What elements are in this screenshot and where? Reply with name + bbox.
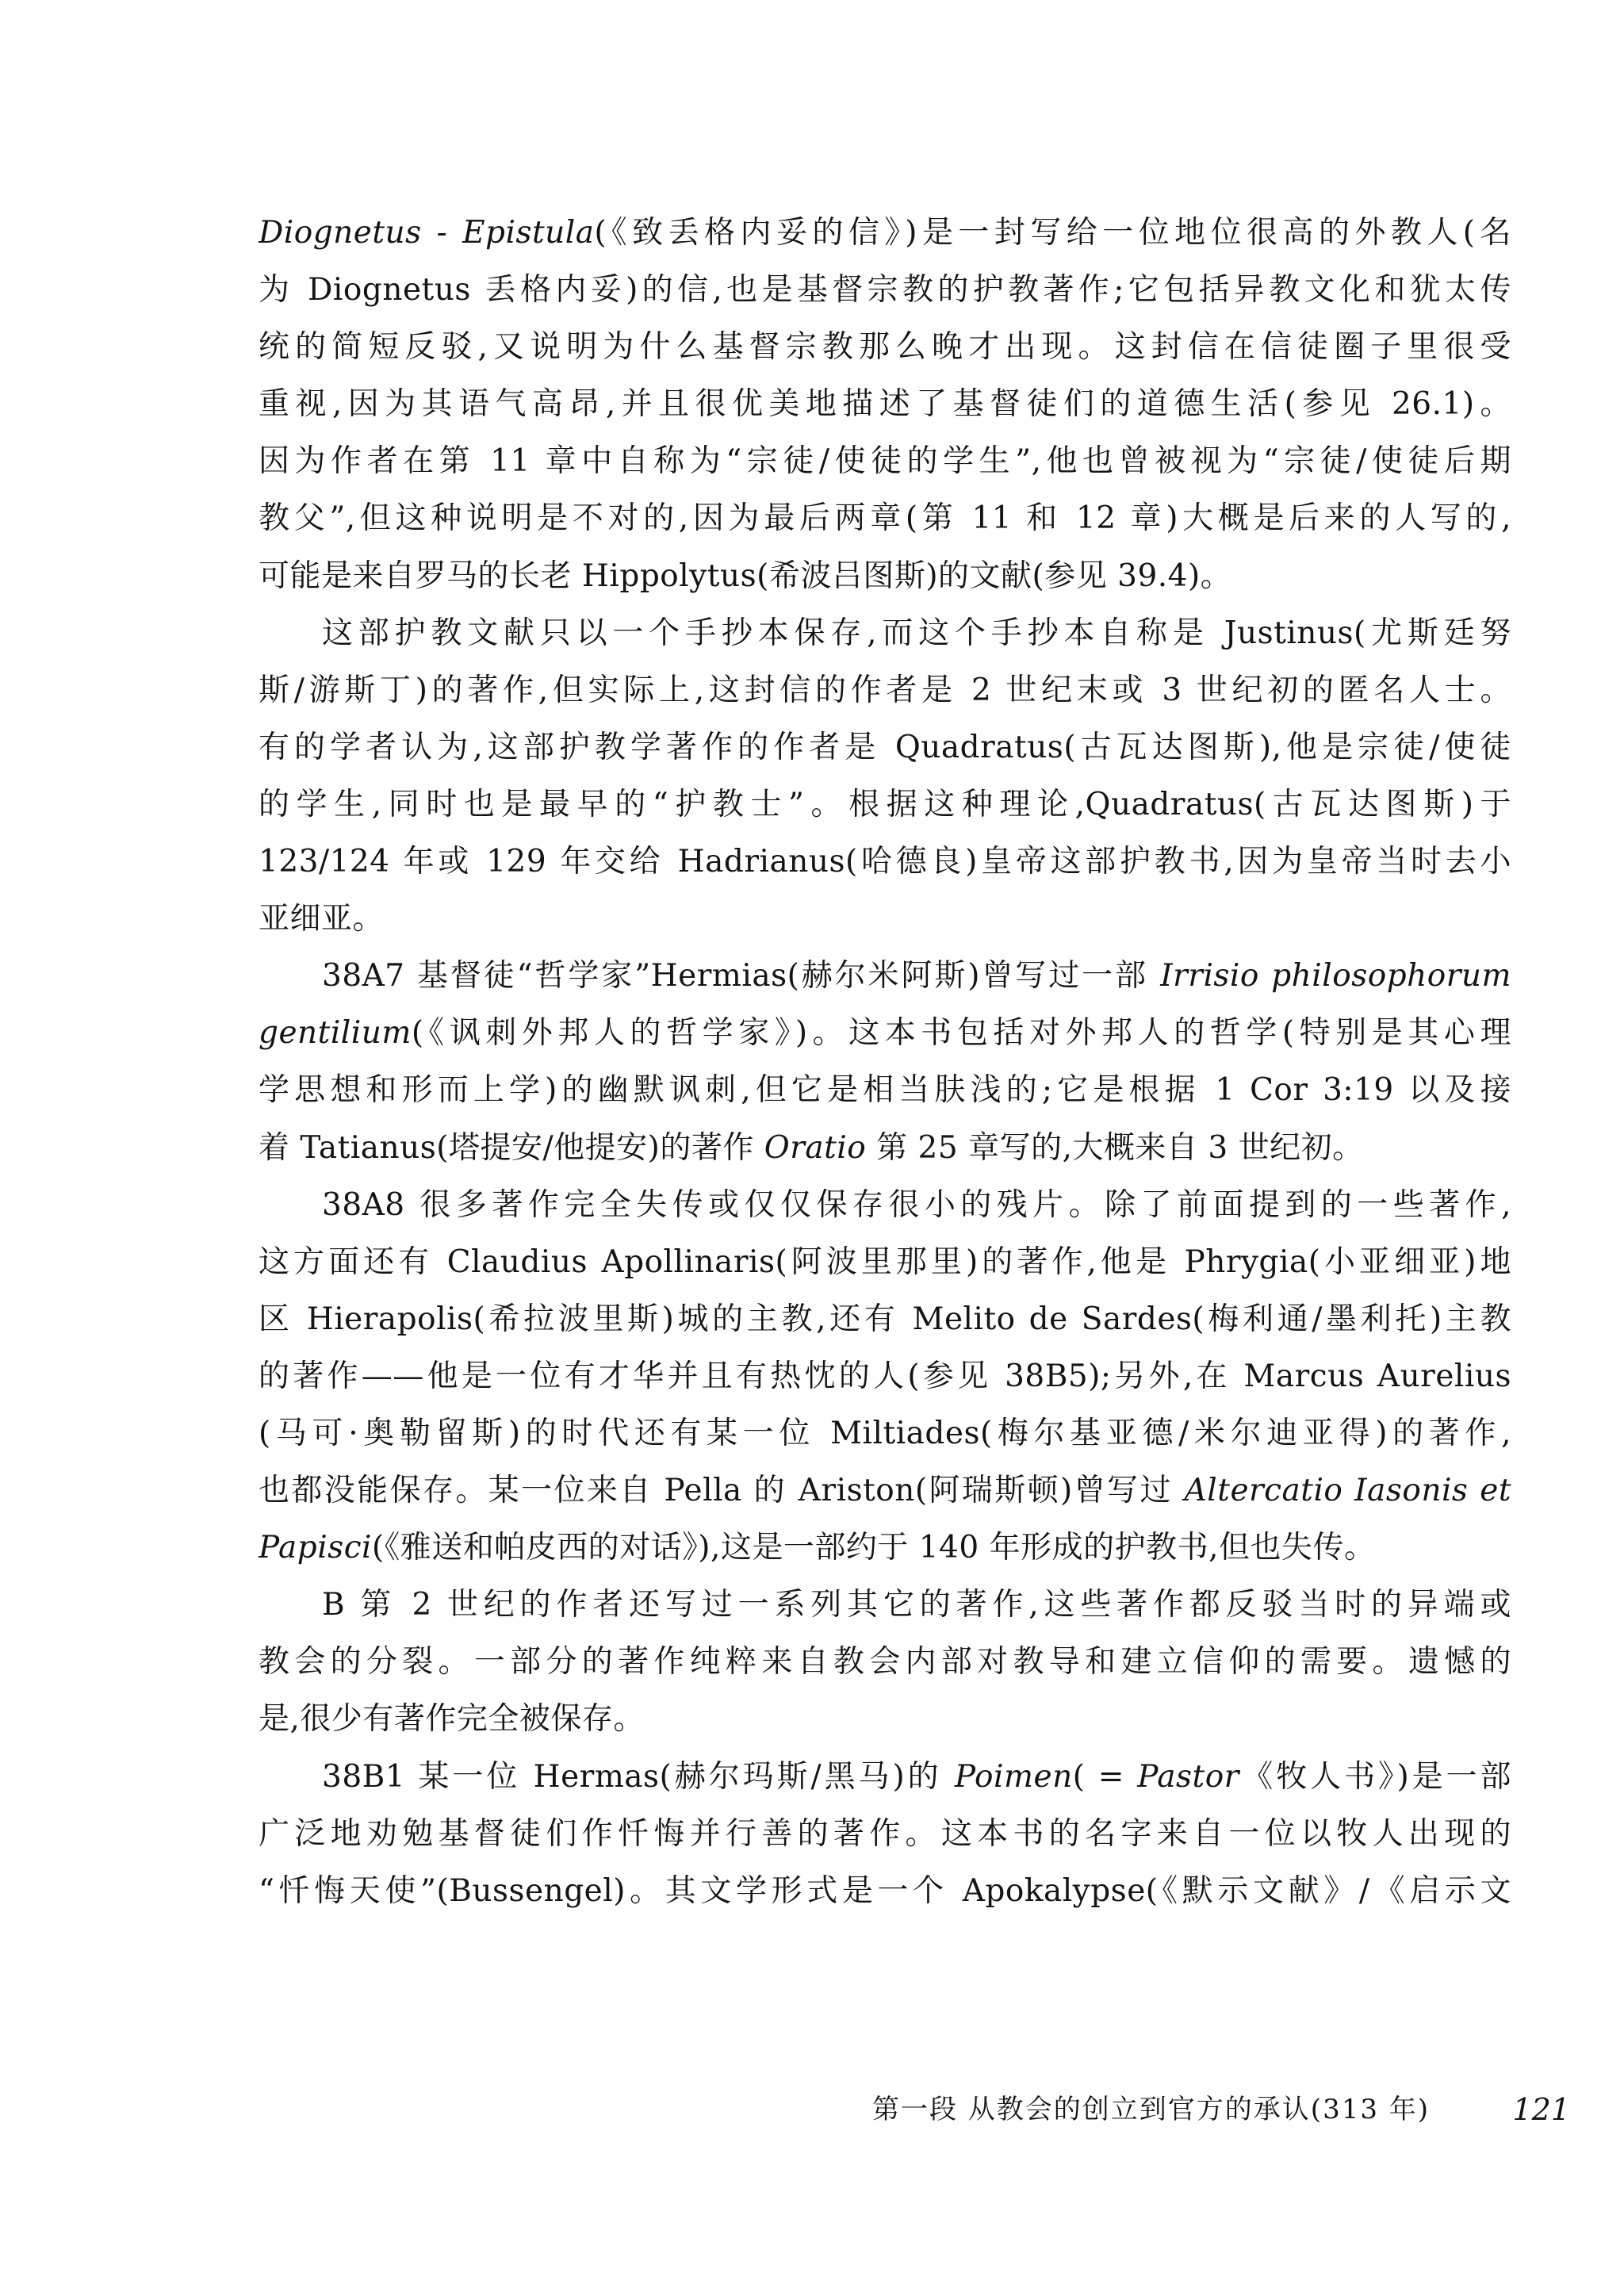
text-line (259, 605, 1511, 662)
text-line (259, 205, 1511, 262)
text-line (259, 1462, 1511, 1519)
text-segment: 这部护教文献只以一个手抄本保存,而这个手抄本自称是 Justinus(尤斯廷努 (322, 615, 1511, 651)
italic-title: gentilium (259, 1015, 412, 1052)
text-segment: 亚细亚。 (259, 901, 385, 937)
text-segment: 这方面还有 Claudius Apollinaris(阿波里那里)的著作,他是 Phrygia(小亚细亚)地 (259, 1244, 1511, 1280)
text-line (259, 1634, 1511, 1691)
text-line (259, 548, 1511, 605)
text-line (259, 1005, 1511, 1062)
text-line (259, 1749, 1511, 1806)
text-line (259, 1234, 1511, 1291)
text-segment: 的著作——他是一位有才华并且有热忱的人(参见 38B5);另外,在 Marcus Aurelius (259, 1358, 1511, 1394)
text-segment: 教会的分裂。一部分的著作纯粹来自教会内部对教导和建立信仰的需要。遗憾的 (259, 1644, 1511, 1680)
italic-title: Pastor (1137, 1758, 1239, 1795)
italic-title: Oratio (764, 1129, 867, 1166)
italic-title: Diognetus - Epistula (259, 215, 595, 251)
italic-title: Poimen (954, 1758, 1073, 1795)
text-segment: B 第 2 世纪的作者还写过一系列其它的著作,这些著作都反驳当时的异端或 (322, 1587, 1511, 1623)
text-line (259, 776, 1511, 834)
text-segment: 123/124 年或 129 年交给 Hadrianus(哈德良)皇帝这部护教书,因为皇帝当时去小 (259, 844, 1511, 880)
text-segment: 学思想和形而上学)的幽默讽刺,但它是相当肤浅的;它是根据 1 Cor 3:19 以及接 (259, 1072, 1511, 1109)
text-segment: 《牧人书》)是一部 (1239, 1758, 1511, 1795)
text-segment: 重视,因为其语气高昂,并且很优美地描述了基督徒们的道德生活(参见 26.1)。 (259, 386, 1511, 423)
text-line (259, 1577, 1511, 1634)
text-line (259, 433, 1511, 490)
page-footer (872, 2086, 1570, 2133)
text-segment: “忏悔天使”(Bussengel)。其文学形式是一个 Apokalypse(《默示文献》/《启示文 (259, 1872, 1511, 1909)
text-line (259, 262, 1511, 319)
text-line (259, 948, 1511, 1005)
text-segment: 因为作者在第 11 章中自称为“宗徒/使徒的学生”,他也曾被视为“宗徒/使徒后期 (259, 443, 1511, 480)
text-line (259, 1806, 1511, 1863)
text-line (259, 319, 1511, 376)
text-line (259, 1863, 1511, 1920)
page-number: 121 (1512, 2092, 1570, 2127)
text-segment: 38A7 基督徒“哲学家”Hermias(赫尔米阿斯)曾写过一部 (322, 958, 1161, 994)
text-line (259, 1291, 1511, 1348)
text-segment: (马可·奥勒留斯)的时代还有某一位 Miltiades(梅尔基亚德/米尔迪亚得)的著作, (259, 1415, 1511, 1451)
text-segment: 为 Diognetus 丢格内妥)的信,也是基督宗教的护教著作;它包括异教文化和犹太传 (259, 272, 1511, 308)
text-segment: 38A8 很多著作完全失传或仅仅保存很小的残片。除了前面提到的一些著作, (322, 1186, 1511, 1223)
text-line (259, 834, 1511, 891)
text-segment: 第 25 章写的,大概来自 3 世纪初。 (866, 1129, 1364, 1166)
text-line (259, 1348, 1511, 1405)
text-segment: 斯/游斯丁)的著作,但实际上,这封信的作者是 2 世纪末或 3 世纪初的匿名人士。 (259, 672, 1511, 708)
italic-title: Papisci (259, 1530, 373, 1566)
text-segment: (《雅送和帕皮西的对话》),这是一部约于 140 年形成的护教书,但也失传。 (372, 1530, 1376, 1566)
text-line (259, 1405, 1511, 1462)
text-line (259, 1691, 1511, 1748)
text-segment: 是,很少有著作完全被保存。 (259, 1701, 645, 1738)
italic-title: Altercatio Iasonis et (1184, 1473, 1511, 1509)
text-segment: 也都没能保存。某一位来自 Pella 的 Ariston(阿瑞斯顿)曾写过 (259, 1473, 1185, 1509)
text-segment: 区 Hierapolis(希拉波里斯)城的主教,还有 Melito de Sardes(梅利通/墨利托)主教 (259, 1301, 1511, 1337)
text-line (259, 1062, 1511, 1119)
text-segment: (《讽刺外邦人的哲学家》)。这本书包括对外邦人的哲学(特别是其心理 (411, 1015, 1511, 1052)
text-line (259, 1177, 1511, 1234)
italic-title: Irrisio philosophorum (1160, 958, 1511, 994)
text-line (259, 1120, 1511, 1177)
text-line (259, 490, 1511, 547)
text-segment: (《致丢格内妥的信》)是一封写给一位地位很高的外教人(名 (594, 215, 1511, 251)
text-segment: 广泛地劝勉基督徒们作忏悔并行善的著作。这本书的名字来自一位以牧人出现的 (259, 1815, 1511, 1852)
text-line (259, 891, 1511, 948)
text-line (259, 662, 1511, 719)
body-text (259, 205, 1511, 1920)
text-segment: 统的简短反驳,又说明为什么基督宗教那么晚才出现。这封信在信徒圈子里很受 (259, 329, 1511, 366)
text-segment: 教父”,但这种说明是不对的,因为最后两章(第 11 和 12 章)大概是后来的人写的, (259, 500, 1511, 537)
text-segment: 38B1 某一位 Hermas(赫尔玛斯/黑马)的 (322, 1758, 955, 1795)
text-segment: 可能是来自罗马的长老 Hippolytus(希波吕图斯)的文献(参见 39.4)。 (259, 558, 1232, 594)
text-segment: ( = (1072, 1758, 1138, 1795)
text-segment: 着 Tatianus(塔提安/他提安)的著作 (259, 1129, 764, 1166)
text-line (259, 719, 1511, 776)
text-segment: 的学生,同时也是最早的“护教士”。根据这种理论,Quadratus(古瓦达图斯)于 (259, 786, 1511, 822)
text-line (259, 1519, 1511, 1577)
text-segment: 有的学者认为,这部护教学著作的作者是 Quadratus(古瓦达图斯),他是宗徒/使徒 (259, 729, 1511, 765)
running-head: 第一段 从教会的创立到官方的承认(313 年) (872, 2094, 1431, 2125)
text-line (259, 376, 1511, 433)
